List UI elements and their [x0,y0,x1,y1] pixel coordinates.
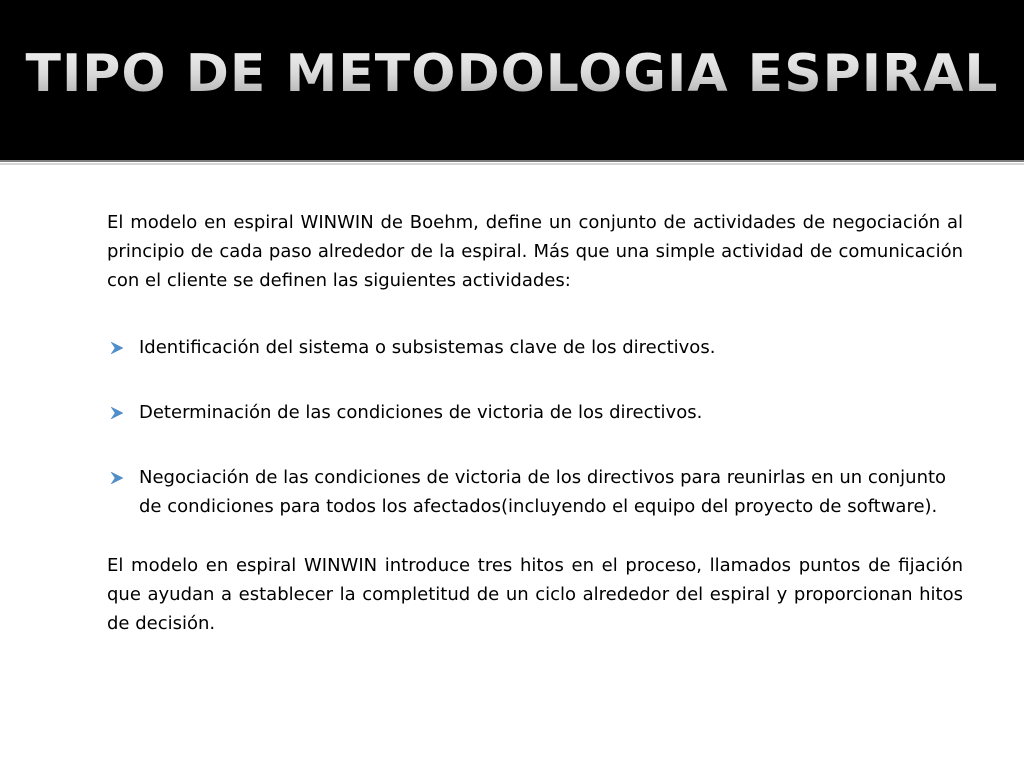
arrowhead-bullet-icon [111,407,123,419]
arrowhead-bullet-icon [111,342,123,354]
title-banner [0,0,1024,160]
bullet-text: Negociación de las condiciones de victoria de los directivos para reunirlas en un conjunto de condiciones para todos los afectados(incluyendo el equipo del proyecto de software). [139,467,947,517]
bullet-item [107,463,955,521]
bullet-text: Identificación del sistema o subsistemas clave de los directivos. [139,337,716,358]
title-divider-dark [0,160,1024,162]
closing-paragraph: El modelo en espiral WINWIN introduce tres hitos en el proceso, llamados puntos de fijación que ayudan a establecer la completitud de un ciclo alrededor del espiral y proporcionan hitos de decisión. [107,555,963,634]
bullet-list [107,333,963,521]
slide-title: TIPO DE METODOLOGIA ESPIRAL [25,44,999,104]
arrowhead-bullet-icon [111,472,123,484]
intro-paragraph: El modelo en espiral WINWIN de Boehm, define un conjunto de actividades de negociación al principio de cada paso alrededor de la espiral. Más que una simple actividad de comunicación con el cliente se definen las siguientes actividades: [107,212,963,291]
title-divider-light [0,163,1024,165]
bullet-item [107,398,955,427]
slide-body [107,208,963,638]
bullet-text: Determinación de las condiciones de victoria de los directivos. [139,402,703,423]
bullet-item [107,333,955,362]
